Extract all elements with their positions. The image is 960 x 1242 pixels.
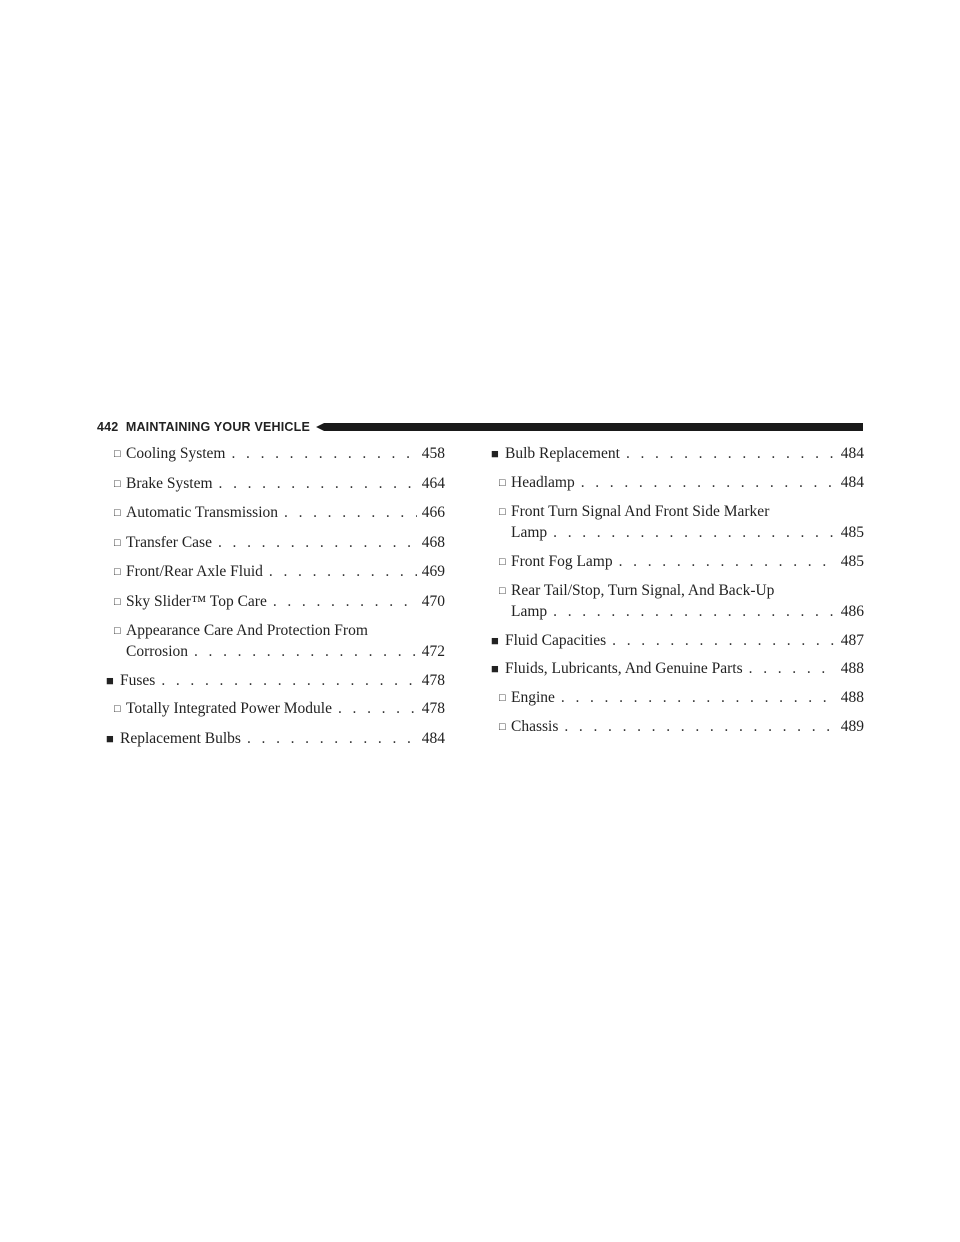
toc-left-column <box>106 444 445 757</box>
toc-entry-power-module[interactable]: □ Totally Integrated Power Module . . . 478 <box>106 699 445 720</box>
black-square-icon: ■ <box>491 632 499 648</box>
page-ref: 478 <box>421 700 445 717</box>
toc-entry-fluid-capacities[interactable]: ■ Fluid Capacities . . . 487 <box>491 631 864 651</box>
header-text <box>97 420 316 434</box>
toc-entry-front-fog-lamp[interactable]: □ Front Fog Lamp . . . 485 <box>491 552 864 573</box>
black-square-icon: ■ <box>106 672 114 688</box>
toc-right-column <box>491 444 864 747</box>
hollow-square-icon: □ <box>114 703 121 715</box>
black-square-icon: ■ <box>491 446 499 461</box>
page-ref: 485 <box>840 524 864 541</box>
toc-entry-appearance-care[interactable]: □ Appearance Care And Protection From Corrosion . . . 472 <box>106 621 445 662</box>
toc-entry-headlamp[interactable]: □ Headlamp . . . 484 <box>491 473 864 494</box>
toc-entry-front-turn-signal[interactable]: □ Front Turn Signal And Front Side Marker Lamp . . . 485 <box>491 502 864 543</box>
toc-entry-bulb-replacement[interactable]: ■ Bulb Replacement . . . 484 <box>491 444 864 464</box>
toc-entry-chassis[interactable]: □ Chassis . . . 489 <box>491 717 864 738</box>
section-title: MAINTAINING YOUR VEHICLE <box>125 420 311 434</box>
page-ref: 469 <box>421 563 445 580</box>
black-square-icon: ■ <box>106 730 114 746</box>
page-ref: 485 <box>840 552 864 570</box>
toc-entry-replacement-bulbs[interactable]: ■ Replacement Bulbs . . . 484 <box>106 729 445 749</box>
hollow-square-icon: □ <box>114 595 121 608</box>
page-ref: 487 <box>840 631 864 649</box>
page-ref: 484 <box>840 473 864 491</box>
toc-entry-transfer-case[interactable]: □ Transfer Case . . . 468 <box>106 533 445 554</box>
toc-entry-automatic-transmission[interactable]: □ Automatic Transmission . . . 466 <box>106 503 445 524</box>
page-ref: 464 <box>421 474 445 492</box>
page-header <box>97 418 863 436</box>
toc-entry-sky-slider[interactable]: □ Sky Slider™ Top Care . . . 470 <box>106 592 445 613</box>
toc-entry-rear-tail-lamp[interactable]: □ Rear Tail/Stop, Turn Signal, And Back-Up Lamp . . . 486 <box>491 581 864 622</box>
hollow-square-icon: □ <box>499 555 506 568</box>
hollow-square-icon: □ <box>114 477 121 490</box>
page-ref: 489 <box>840 718 864 735</box>
page-ref: 484 <box>421 729 445 747</box>
toc-entry-engine[interactable]: □ Engine . . . 488 <box>491 688 864 709</box>
black-square-icon: ■ <box>491 661 499 676</box>
toc-entry-fluids-lubricants[interactable]: ■ Fluids, Lubricants, And Genuine Parts . . . 488 <box>491 659 864 679</box>
hollow-square-icon: □ <box>114 566 121 578</box>
hollow-square-icon: □ <box>499 721 506 733</box>
page-ref: 488 <box>840 660 864 677</box>
page-ref: 478 <box>421 671 445 689</box>
hollow-square-icon: □ <box>499 476 506 489</box>
page-ref: 484 <box>840 445 864 462</box>
hollow-square-icon: □ <box>499 585 506 597</box>
hollow-square-icon: □ <box>114 448 121 460</box>
hollow-square-icon: □ <box>114 625 121 637</box>
hollow-square-icon: □ <box>499 691 506 704</box>
toc-entry-fuses[interactable]: ■ Fuses . . . 478 <box>106 671 445 691</box>
toc-entry-cooling-system[interactable]: □ Cooling System . . . 458 <box>106 444 445 465</box>
page-ref: 488 <box>840 688 864 706</box>
hollow-square-icon: □ <box>114 507 121 519</box>
page-ref: 472 <box>421 643 445 660</box>
page-ref: 468 <box>421 533 445 551</box>
page-number: 442 <box>97 420 119 434</box>
page-ref: 470 <box>421 592 445 610</box>
page-ref: 486 <box>840 603 864 620</box>
toc-entry-brake-system[interactable]: □ Brake System . . . 464 <box>106 474 445 495</box>
hollow-square-icon: □ <box>114 536 121 549</box>
page-ref: 458 <box>421 445 445 462</box>
hollow-square-icon: □ <box>499 506 506 518</box>
page-ref: 466 <box>421 504 445 521</box>
header-rule <box>316 423 863 431</box>
toc-entry-axle-fluid[interactable]: □ Front/Rear Axle Fluid . . . 469 <box>106 562 445 583</box>
